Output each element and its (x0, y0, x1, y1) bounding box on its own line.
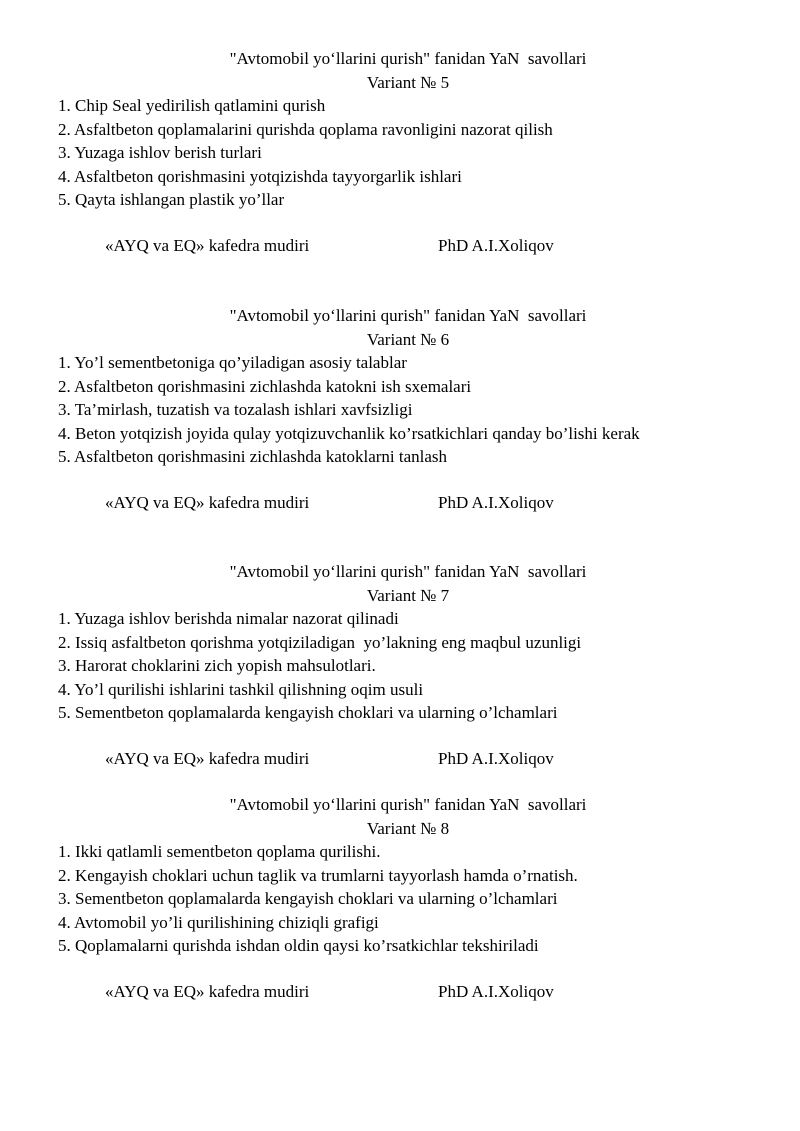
variant-number: Variant № 7 (366, 585, 450, 605)
question-item: 4. Avtomobil yo’li qurilishining chiziqli grafigi (58, 912, 379, 932)
question-item: 1. Yo’l sementbetoniga qo’yiladigan asosiy talablar (58, 353, 407, 372)
signature-name: PhD A.I.Xoliqov (438, 981, 554, 1001)
question-item: 5. Qayta ishlangan plastik yo’llar (58, 190, 285, 209)
question-item: 5. Asfaltbeton qorishmasini zichlashda katoklarni tanlash (58, 447, 448, 466)
question-item: 4. Yo’l qurilishi ishlarini tashkil qilishning oqim usuli (58, 679, 424, 699)
question-list (58, 351, 758, 469)
block-title: "Avtomobil yo‘llarini qurish" fanidan YaN savollari (229, 49, 587, 68)
signature-role: «AYQ va EQ» kafedra mudiri (105, 492, 310, 512)
block-title: "Avtomobil yo‘llarini qurish" fanidan YaN savollari (229, 795, 587, 814)
question-item: 4. Beton yotqizish joyida qulay yotqizuvchanlik ko’rsatkichlari qanday bo’lishi kerak (58, 423, 640, 443)
question-item: 3. Sementbeton qoplamalarda kengayish choklari va ularning o’lchamlari (58, 889, 558, 908)
question-item: 2. Kengayish choklari uchun taglik va trumlarni tayyorlash hamda o’rnatish. (58, 865, 578, 885)
signature-name: PhD A.I.Xoliqov (438, 492, 554, 512)
signature-role: «AYQ va EQ» kafedra mudiri (105, 235, 310, 255)
signature-name: PhD A.I.Xoliqov (438, 748, 554, 768)
question-item: 2. Issiq asfaltbeton qorishma yotqiziladigan yo’lakning eng maqbul uzunligi (58, 632, 582, 652)
variant-block-5 (58, 47, 758, 257)
question-item: 2. Asfaltbeton qorishmasini zichlashda katokni ish sxemalari (58, 376, 472, 396)
signature-role: «AYQ va EQ» kafedra mudiri (105, 748, 310, 768)
signature-line (58, 747, 758, 771)
question-item: 5. Qoplamalarni qurishda ishdan oldin qaysi ko’rsatkichlar tekshiriladi (58, 936, 539, 955)
question-item: 1. Yuzaga ishlov berishda nimalar nazorat qilinadi (58, 609, 399, 628)
question-item: 4. Asfaltbeton qorishmasini yotqizishda tayyorgarlik ishlari (58, 166, 462, 186)
signature-role: «AYQ va EQ» kafedra mudiri (105, 981, 310, 1001)
question-list (58, 840, 758, 958)
block-title: "Avtomobil yo‘llarini qurish" fanidan YaN savollari (229, 562, 587, 581)
variant-number: Variant № 6 (366, 329, 450, 349)
question-item: 3. Harorat choklarini zich yopish mahsulotlari. (58, 656, 376, 675)
question-item: 5. Sementbeton qoplamalarda kengayish choklari va ularning o’lchamlari (58, 703, 558, 722)
question-item: 2. Asfaltbeton qoplamalarini qurishda qoplama ravonligini nazorat qilish (58, 119, 553, 139)
signature-line (58, 980, 758, 1004)
variant-number: Variant № 5 (366, 72, 450, 92)
question-list (58, 607, 758, 725)
question-item: 3. Yuzaga ishlov berish turlari (58, 143, 262, 162)
variant-block-6 (58, 304, 758, 514)
signature-line (58, 234, 758, 258)
variant-number: Variant № 8 (366, 818, 450, 838)
signature-line (58, 491, 758, 515)
block-title: "Avtomobil yo‘llarini qurish" fanidan YaN savollari (229, 306, 587, 325)
question-item: 3. Ta’mirlash, tuzatish va tozalash ishlari xavfsizligi (58, 400, 413, 419)
variant-block-8 (58, 793, 758, 1003)
signature-name: PhD A.I.Xoliqov (438, 235, 554, 255)
question-item: 1. Chip Seal yedirilish qatlamini qurish (58, 96, 326, 115)
question-list (58, 94, 758, 212)
question-item: 1. Ikki qatlamli sementbeton qoplama qurilishi. (58, 842, 381, 861)
variant-block-7 (58, 560, 758, 770)
